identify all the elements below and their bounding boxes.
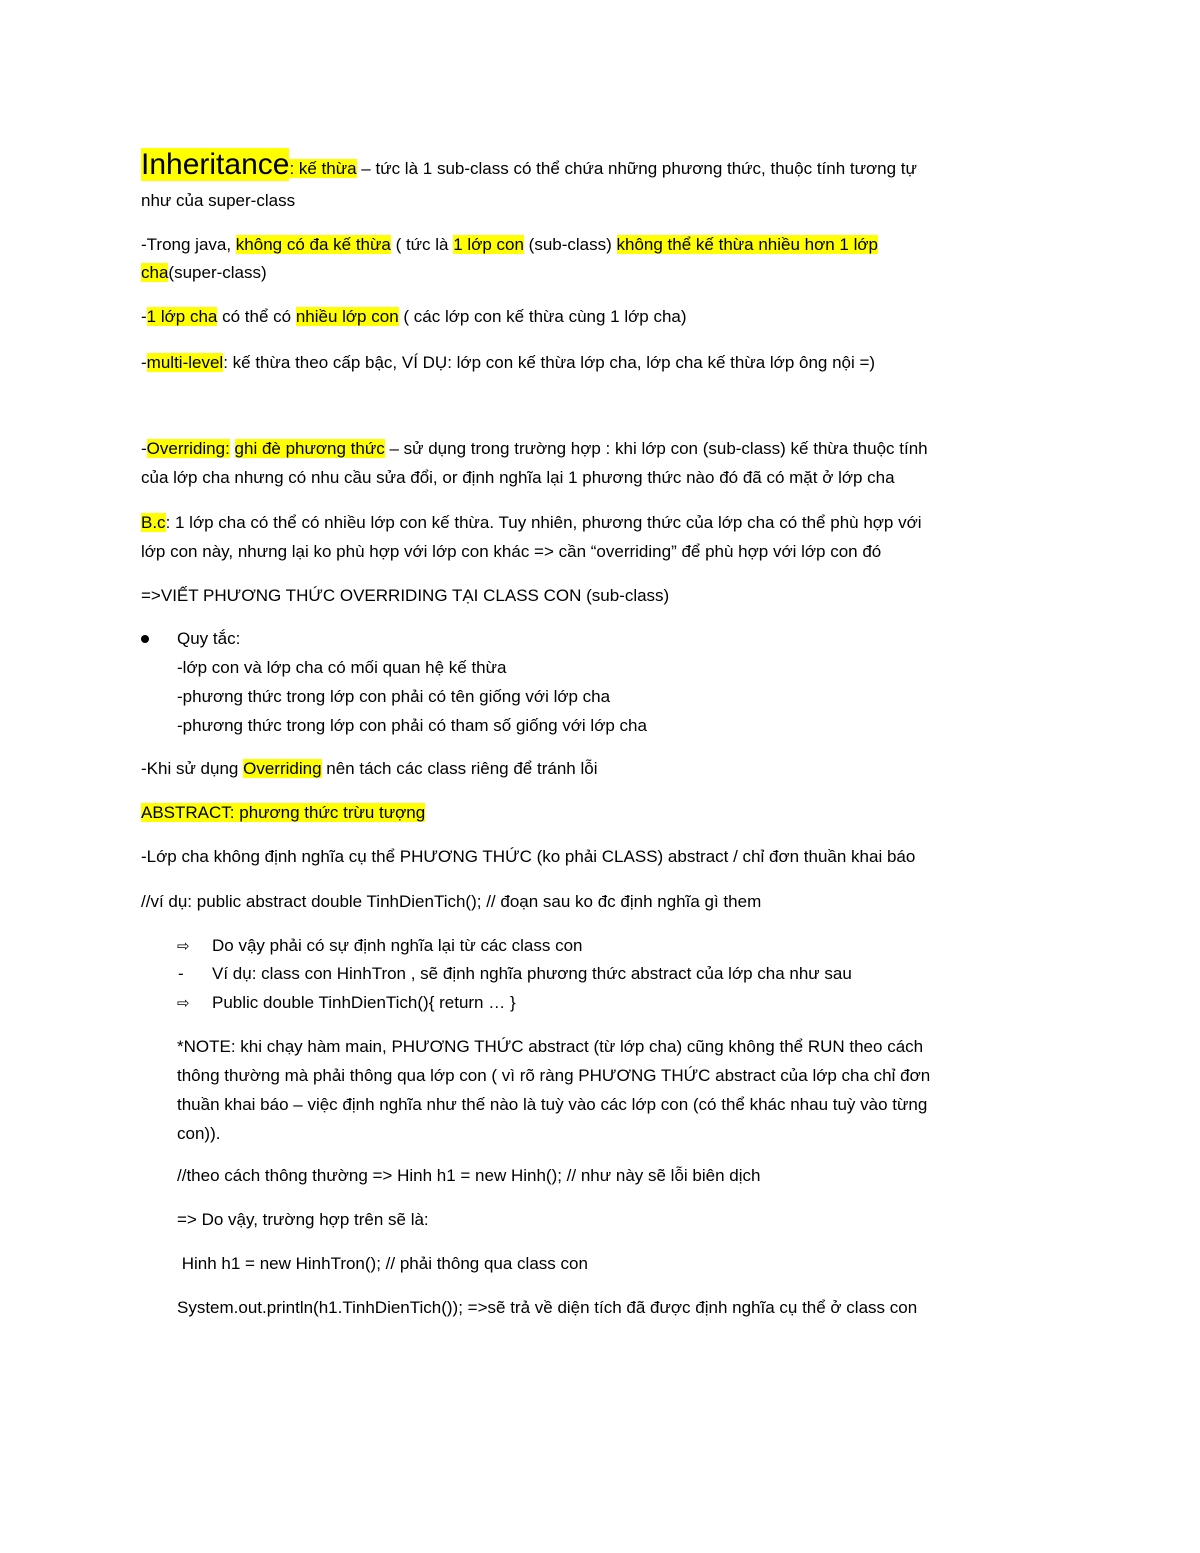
bc-line2: lớp con này, nhưng lại ko phù hợp với lớp con khác => cần “overriding” để phù hợp với lớp con đó — [141, 542, 882, 561]
bullet-dot-icon — [141, 635, 149, 643]
one-highlight-1: 1 lớp cha — [146, 307, 218, 326]
abstract-title-highlight: ABSTRACT: phương thức trừu tượng — [141, 803, 426, 822]
overriding-prefix: - — [141, 439, 147, 458]
java-line2 — [141, 262, 267, 284]
java-prefix: -Trong java, — [141, 235, 236, 254]
overriding-highlight-1: Overriding: — [146, 439, 230, 458]
java-line2-text: (super-class) — [168, 263, 267, 282]
one-parent-line — [141, 306, 687, 328]
note-line: *NOTE: khi chạy hàm main, PHƯƠNG THỨC abstract (từ lớp cha) cũng không thể RUN theo cách — [177, 1037, 924, 1056]
rules-title: Quy tắc: — [177, 629, 241, 648]
rule-item: -lớp con và lớp cha có mối quan hệ kế thừa — [177, 658, 507, 677]
code-line-2: => Do vậy, trường hợp trên sẽ là: — [177, 1210, 429, 1229]
one-rest: ( các lớp con kế thừa cùng 1 lớp cha) — [398, 307, 687, 326]
code-line-4: System.out.println(h1.TinhDienTich()); =>sẽ trả về diện tích đã được định nghĩa cụ thể ở class con — [177, 1298, 918, 1317]
multi-highlight: multi-level — [146, 353, 224, 372]
java-highlight-3: không thể kế thừa nhiều hơn 1 lớp — [616, 235, 878, 254]
one-highlight-2: nhiều lớp con — [295, 307, 399, 326]
dash-marker: - — [178, 964, 184, 983]
java-mid-1: ( tức là — [390, 235, 454, 254]
khi-rest: nên tách các class riêng để tránh lỗi — [321, 759, 598, 778]
khi-line — [141, 758, 597, 780]
rule-item: -phương thức trong lớp con phải có tên giống với lớp cha — [177, 687, 611, 706]
overriding-highlight-2: ghi đè phương thức — [234, 439, 385, 458]
code-line-1: //theo cách thông thường => Hinh h1 = new Hinh(); // như này sẽ lỗi biên dịch — [177, 1166, 761, 1185]
bc-line — [141, 512, 922, 534]
rule-item: -phương thức trong lớp con phải có tham số giống với lớp cha — [177, 716, 647, 735]
overriding-space — [230, 439, 235, 458]
abstract-line-1: -Lớp cha không định nghĩa cụ thể PHƯƠNG THỨC (ko phải CLASS) abstract / chỉ đơn thuần khai báo — [141, 847, 916, 866]
multi-rest: : kế thừa theo cấp bậc, VÍ DỤ: lớp con kế thừa lớp cha, lớp cha kế thừa lớp ông nội =) — [223, 353, 876, 372]
java-mid-2: (sub-class) — [523, 235, 617, 254]
note-line: con)). — [177, 1124, 221, 1143]
abstract-line-2: //ví dụ: public abstract double TinhDienTich(); // đoạn sau ko đc định nghĩa gì them — [141, 892, 762, 911]
khi-highlight: Overriding — [243, 759, 322, 778]
abstract-title — [141, 802, 425, 824]
one-mid: có thể có — [217, 307, 296, 326]
multi-prefix: - — [141, 353, 147, 372]
inheritance-def-line2: như của super-class — [141, 191, 296, 210]
java-highlight-2: 1 lớp con — [453, 235, 524, 254]
java-line2-highlight: cha — [141, 263, 169, 282]
abstract-bullet-2: Ví dụ: class con HinhTron , sẽ định nghĩa phương thức abstract của lớp cha như sau — [212, 964, 852, 983]
khi-prefix: -Khi sử dụng — [141, 759, 244, 778]
abstract-bullet-3: Public double TinhDienTich(){ return … } — [212, 993, 516, 1012]
write-overriding-line: =>VIẾT PHƯƠNG THỨC OVERRIDING TẠI CLASS CON (sub-class) — [141, 586, 670, 605]
overriding-line2: của lớp cha nhưng có nhu cầu sửa đổi, or định nghĩa lại 1 phương thức nào đó đã có mặt ở lớp cha — [141, 468, 895, 487]
arrow-right-icon: ⇨ — [177, 937, 190, 955]
one-prefix: - — [141, 307, 147, 326]
abstract-bullet-1: Do vậy phải có sự định nghĩa lại từ các class con — [212, 936, 583, 955]
inheritance-title: Inheritance — [141, 148, 290, 181]
arrow-right-icon: ⇨ — [177, 994, 190, 1012]
java-line — [141, 234, 878, 256]
bc-highlight: B.c — [141, 513, 166, 532]
overriding-rest: – sử dụng trong trường hợp : khi lớp con (sub-class) kế thừa thuộc tính — [384, 439, 928, 458]
note-line: thông thường mà phải thông qua lớp con ( vì rõ ràng PHƯƠNG THỨC abstract của lớp cha chỉ đơn — [177, 1066, 931, 1085]
java-highlight-1: không có đa kế thừa — [235, 235, 391, 254]
note-line: thuần khai báo – việc định nghĩa như thế nào là tuỳ vào các lớp con (có thể khác nhau tuỳ vào từng — [177, 1095, 928, 1114]
code-line-3: Hinh h1 = new HinhTron(); // phải thông qua class con — [177, 1254, 588, 1273]
multi-level-line — [141, 352, 875, 374]
inheritance-def-text: – tức là 1 sub-class có thể chứa những phương thức, thuộc tính tương tự — [356, 159, 917, 178]
inheritance-def-highlight: : kế thừa — [289, 159, 357, 178]
bc-rest: : 1 lớp cha có thể có nhiều lớp con kế thừa. Tuy nhiên, phương thức của lớp cha có thể phù hợp với — [165, 513, 922, 532]
overriding-line — [141, 438, 928, 460]
inheritance-line — [141, 148, 917, 186]
